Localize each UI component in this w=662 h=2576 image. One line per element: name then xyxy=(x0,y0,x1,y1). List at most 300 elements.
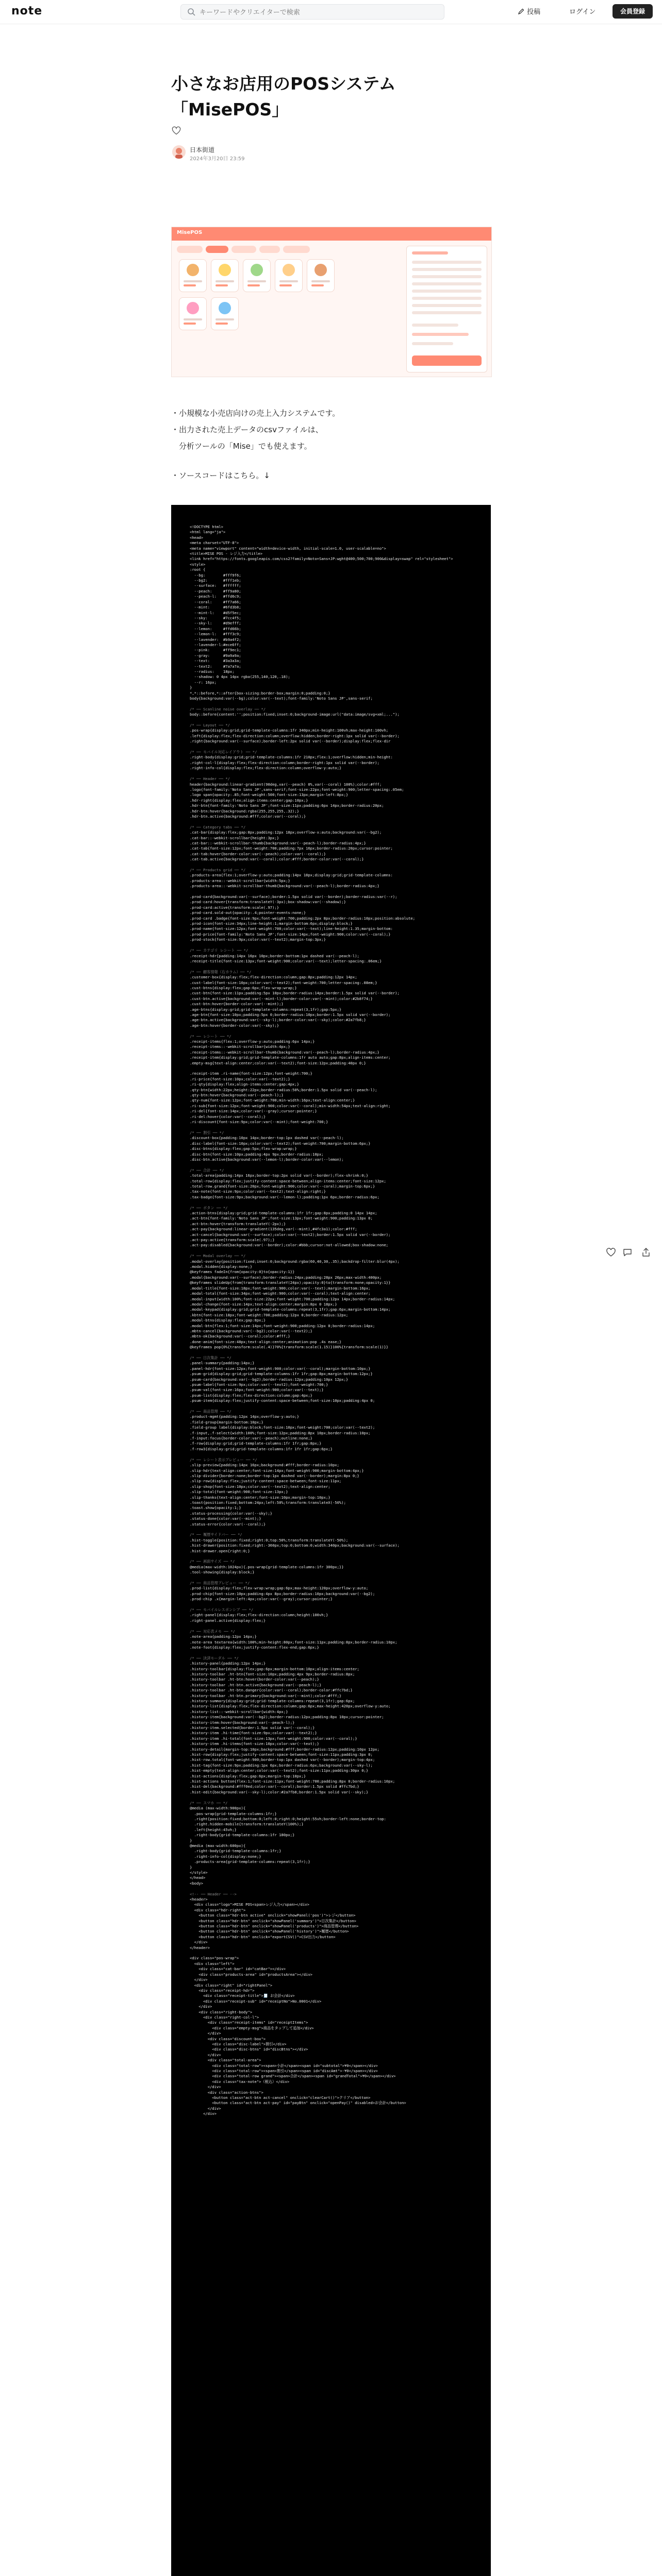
post-label: 投稿 xyxy=(527,8,541,16)
code-line: .right-panel.active{display:flex;} xyxy=(190,1618,266,1623)
code-line: <button class="hdr-btn" onclick="exportCSV()">CSV出力</button> xyxy=(198,1934,336,1939)
search-icon xyxy=(187,8,195,16)
code-line: <button class="hdr-btn" onclick="showPanel('products')">商品管理</button> xyxy=(198,1924,359,1929)
code-line: <div class="logo">MISE POS<span>レジ入力</span></div> xyxy=(194,1902,309,1907)
code-line: <div class="receipt-hdr"> xyxy=(198,1988,255,1993)
code-line: .modal-keypad{display:grid;grid-template-columns:repeat(3,1fr);gap:6px;margin-bottom:14px; xyxy=(190,1307,391,1312)
code-line: .hist-toggle{position:fixed;right:0;top:50%;transform:translateY(-50%); xyxy=(190,1537,349,1543)
code-line: .f-input,.f-select{width:100%;font-size:12px;padding:8px 10px;border-radius:10px; xyxy=(190,1430,371,1435)
code-line: .right-panel{display:flex;flex-direction:column;height:100vh;} xyxy=(190,1613,328,1618)
code-line: /* ── レシート表示プレビュー ── */ xyxy=(190,1457,257,1462)
code-line: --lavender-l:#ece6ff; xyxy=(194,642,241,647)
code-line: .receipt-items::-webkit-scrollbar{width:4px;} xyxy=(190,1044,290,1049)
code-line: .toast.show{opacity:1;} xyxy=(190,1505,241,1511)
code-line: <div class="disc-label">割引</div> xyxy=(212,2041,287,2046)
code-line: .status-processing{color:var(--sky);} xyxy=(190,1511,273,1516)
code-line: .pos-wrap{grid-template-columns:1fr;} xyxy=(194,1811,277,1816)
code-line: .hist-row{display:flex;justify-content:space-between;font-size:11px;padding:3px 0; xyxy=(190,1752,373,1757)
code-line: .note-area textarea{width:100%;min-height:80px;font-size:11px;padding:8px;border-radius:10px; xyxy=(190,1639,398,1645)
code-line: <div class="receipt-items" id="receiptItems"> xyxy=(207,2020,308,2025)
code-line: <div class="total-row"><span>小計</span><span id="subtotal">¥0</span></div> xyxy=(212,2063,378,2068)
code-line: <button class="act-btn act-pay" id="payBtn" onclick="openPay()" disabled>お会計</button> xyxy=(212,2100,406,2106)
code-line: /* ── 対応表メモ ── */ xyxy=(190,1629,235,1634)
product-card xyxy=(275,259,303,292)
code-line: --pink: #ff9ec1; xyxy=(194,648,241,653)
code-line: .modal-total{font-size:34px;font-weight:900;color:var(--coral);text-align:center; xyxy=(190,1291,371,1296)
code-line: .hist-edit{background:var(--sky-l);color:#2a7fb8;border:1.5px solid var(--sky);} xyxy=(190,1789,369,1794)
code-line: .history-item .hi-time{font-size:9px;color:var(--text2);} xyxy=(190,1731,317,1736)
code-line: body::before{content:'';position:fixed;inset:0;background-image:url("data:image/svg+xml;..."); xyxy=(190,712,400,717)
code-line: .slip-preview{padding:14px 16px;background:#fff;border-radius:10px; xyxy=(190,1463,339,1468)
code-line: .psum-label{font-size:9px;color:var(--text2);font-weight:700;} xyxy=(190,1382,328,1387)
code-line: .cat-bar::-webkit-scrollbar{height:3px;} xyxy=(190,835,279,840)
code-line: /* ── Layout ── */ xyxy=(190,723,230,728)
code-line: .cust-btns{display:flex;gap:6px;flex-wrap:wrap;} xyxy=(190,985,297,990)
code-line: .total-row.grand{font-size:20px;font-weight:900;color:var(--coral);margin-top:6px;} xyxy=(190,1183,375,1189)
code-line: .slip-row{display:flex;justify-content:space-between;font-size:11px; xyxy=(190,1479,342,1484)
code-line: .prod-name{font-size:12px;font-weight:700;color:var(--text);line-height:1.35;margin-bottom: xyxy=(190,926,393,931)
code-line: .history-toolbar{display:flex;gap:6px;margin-bottom:10px;align-items:center; xyxy=(190,1666,359,1671)
code-line: .hist-empty{text-align:center;color:var(--text2);font-size:11px;padding:30px 0;} xyxy=(190,1768,369,1773)
code-line: .ri-del{font-size:14px;color:var(--gray);cursor:pointer;} xyxy=(190,1109,317,1114)
code-line: .cust-label{font-size:10px;color:var(--text2);font-weight:700;letter-spacing:.08em;} xyxy=(190,980,377,985)
product-card xyxy=(179,297,207,330)
code-line: .pos-wrap{display:grid;grid-template-columns:1fr 340px;min-height:100vh;max-height:100vh; xyxy=(190,728,389,733)
code-line: .note-area{padding:12px 14px;} xyxy=(190,1634,257,1639)
code-line: } xyxy=(190,1838,192,1843)
code-line: .history-summary{display:grid;grid-template-columns:repeat(3,1fr);gap:6px; xyxy=(190,1698,355,1703)
code-line: <!DOCTYPE html> xyxy=(190,524,223,529)
code-line: .prod-stock{font-size:9px;color:var(--text2);margin-top:3px;} xyxy=(190,937,326,942)
category-pill xyxy=(231,246,256,253)
code-line: .disc-btn.active{background:var(--lemon-l);border-color:var(--lemon); xyxy=(190,1157,344,1162)
code-line: --text2: #7a7a7a; xyxy=(194,664,241,669)
code-line: <html lang="ja"> xyxy=(190,530,226,535)
code-line: .receipt-items{flex:1;overflow-y:auto;padding:6px 14px;} xyxy=(190,1039,315,1044)
code-line: --lemon-l: #fff3c9; xyxy=(194,632,241,637)
code-line: .modal-title{font-size:18px;font-weight:900;color:var(--text);margin-bottom:16px; xyxy=(190,1285,371,1291)
avatar-illustration xyxy=(172,145,186,159)
code-line: /* ── 決済モーダル ── */ xyxy=(190,1655,239,1660)
code-line: .act-pay:disabled{background:var(--border);color:#bbb;cursor:not-allowed;box-shadow:none; xyxy=(190,1243,389,1248)
code-line: <!-- ── Header ── --> xyxy=(190,1891,237,1896)
code-line: .slip-divider{border:none;border-top:1px dashed var(--border);margin:8px 0;} xyxy=(190,1473,359,1478)
code-line: .cat-tab{font-size:12px;font-weight:700;padding:7px 16px;border-radius:20px;cursor:pointer; xyxy=(190,846,393,851)
code-line: .ri-qty{display:flex;align-items:center;gap:4px;} xyxy=(190,1082,300,1087)
code-line: .act-pay:active{transform:scale(.97);} xyxy=(190,1238,275,1243)
post-date: 2024年3月20日 23:59 xyxy=(190,156,245,162)
code-line: --lavender: #b9a4f2; xyxy=(194,637,241,642)
code-line: .qty-btn{width:22px;height:22px;border-radius:50%;border:1.5px solid var(--peach-l); xyxy=(190,1087,377,1092)
code-line: .history-toolbar .ht-btn.primary{background:var(--mint);color:#fff;} xyxy=(190,1693,342,1698)
code-line: .modal{background:var(--surface);border-radius:24px;padding:28px 26px;max-width:400px; xyxy=(190,1275,382,1280)
code-line: <title>MISE POS - レジ入力</title> xyxy=(190,551,263,556)
code-line: .logo{font-family:'Noto Sans JP',sans-serif;font-size:22px;font-weight:900;letter-spacing:.05em; xyxy=(190,787,404,792)
code-line: /* ── ボタン ── */ xyxy=(190,1205,228,1210)
code-line: --radius: 18px; xyxy=(194,669,235,674)
code-line: <div class="cat-bar" id="catBar"></div> xyxy=(198,1967,286,1972)
code-line: .panel-hdr{font-size:12px;font-weight:900;color:var(--coral);margin-bottom:10px;} xyxy=(190,1366,371,1371)
code-line: </div> xyxy=(194,1940,208,1945)
code-line: <head> xyxy=(190,535,203,540)
code-line: /* ── Modal overlay ── */ xyxy=(190,1253,246,1259)
source-code-block[interactable] xyxy=(171,505,491,2576)
code-line: .disc-btns{display:flex;gap:5px;flex-wrap:wrap;} xyxy=(190,1146,297,1151)
code-line: .prod-icon{font-size:34px;line-height:1;margin-bottom:6px;display:block;} xyxy=(190,921,353,926)
code-line: .disc-btn{font-size:10px;padding:4px 9px;border-radius:10px; xyxy=(190,1151,324,1157)
code-line: </div> xyxy=(194,1977,208,1982)
code-line: .tool-showing{display:block;} xyxy=(190,1570,255,1575)
search-input[interactable] xyxy=(198,5,438,20)
code-line: /* ── 合計 ── */ xyxy=(190,1167,224,1173)
code-line: <body> xyxy=(190,1880,203,1886)
receipt-panel-preview xyxy=(406,246,487,372)
code-line: .prod-card:hover{transform:translateY(-3px);box-shadow:var(--shadow);} xyxy=(190,900,346,905)
code-line: .hist-drawer{position:fixed;right:-360px;top:0;bottom:0;width:340px;background:var(--surface); xyxy=(190,1543,400,1548)
post-button[interactable] xyxy=(518,6,540,16)
code-line: .prod-chip .x{margin-left:4px;color:var(--gray);cursor:pointer;} xyxy=(190,1597,333,1602)
code-line: <meta name="viewport" content="width=device-width, initial-scale=1.0, user-scalable=no"> xyxy=(190,546,386,551)
code-line: .age-btn{font-size:10px;padding:5px 0;border-radius:10px;border:1.5px solid var(--border); xyxy=(190,1012,391,1017)
article-title-line1: 小さなお店用のPOSシステム xyxy=(171,74,396,94)
code-line: .empty-msg{text-align:center;color:var(--text2);font-size:12px;padding:40px 0;} xyxy=(190,1060,366,1065)
code-line: .panel-summary{padding:14px;} xyxy=(190,1361,255,1366)
code-line: --r: 16px; xyxy=(194,680,217,685)
code-line: .slip-hdr{text-align:center;font-size:14px;font-weight:900;margin-bottom:4px;} xyxy=(190,1468,364,1473)
category-pill xyxy=(259,246,280,253)
pay-button-preview xyxy=(412,355,482,366)
code-line: .age-btn:hover{border-color:var(--sky);} xyxy=(190,1023,279,1028)
code-line: .hist-row.total{font-weight:900;border-top:1px dashed var(--border);margin-top:4px; xyxy=(190,1757,375,1762)
code-line: .right-col-l{display:flex;flex-direction:column;border-right:1px solid var(--border); xyxy=(190,760,379,765)
code-line: <div class="right-col-l"> xyxy=(203,2014,259,2020)
code-line: .psum-card{background:var(--bg2);border-radius:12px;padding:10px 12px;} xyxy=(190,1377,349,1382)
code-line: .age-btn.active{background:var(--sky-l);border-color:var(--sky);color:#2a7fb8;} xyxy=(190,1018,366,1023)
code-line: .modal-overlay{position:fixed;inset:0;background:rgba(60,40,30,.35);backdrop-filter:blur(4px); xyxy=(190,1259,400,1264)
code-line: --gray: #9a9a9a; xyxy=(194,653,241,658)
product-card xyxy=(179,259,207,292)
code-line: /* ── カテゴリ レシート ── */ xyxy=(190,948,249,953)
code-line: --coral: #ff7a66; xyxy=(194,599,241,604)
category-pill xyxy=(283,246,310,253)
code-line: .history-toolbar .ht-btn.active{background:var(--peach-l);} xyxy=(190,1682,322,1687)
code-line: .modal-btns{display:flex;gap:8px;} xyxy=(190,1318,266,1323)
code-line: /* ── レシート ── */ xyxy=(190,1033,231,1039)
product-card xyxy=(243,259,271,292)
code-line: .history-item:hover{background:var(--peach-l);} xyxy=(190,1720,295,1725)
article-body xyxy=(171,405,491,454)
code-line: </div> xyxy=(207,2031,221,2036)
code-line: .f-row3{display:grid;grid-template-columns:1fr 1fr 1fr;gap:6px;} xyxy=(190,1446,333,1451)
code-line: </style> xyxy=(190,1870,208,1875)
code-line: <div class="discount-box"> xyxy=(207,2036,266,2041)
code-line: <style> xyxy=(190,562,206,567)
category-pill xyxy=(177,246,203,253)
code-line: <div class="products-area" id="productsArea"></div> xyxy=(198,1972,312,1977)
code-line: .status-done{color:var(--mint);} xyxy=(190,1516,261,1521)
code-line: @keyframes pop{0%{transform:scale(.4)}70%{transform:scale(1.15)}100%{transform:scale(1)}} xyxy=(190,1345,389,1350)
code-line: .mbtn-ok{background:var(--coral);color:#fff;} xyxy=(190,1334,290,1339)
code-line: .hist-drawer.open{right:0;} xyxy=(190,1548,250,1553)
code-line: .history-item .hi-total{font-size:13px;font-weight:900;color:var(--coral);} xyxy=(190,1736,357,1741)
code-line: } xyxy=(190,685,192,690)
product-card xyxy=(307,259,335,292)
code-line: .receipt-hdr{padding:14px 16px 10px;border-bottom:1px dashed var(--peach-l); xyxy=(190,953,359,958)
code-line: .history-toolbar .ht-btn:hover{border-color:var(--peach);} xyxy=(190,1677,319,1682)
code-line: @media (max-width:600px){ xyxy=(190,1843,246,1848)
code-line: .receipt-items::-webkit-scrollbar-thumb{background:var(--peach-l);border-radius:4px;} xyxy=(190,1049,379,1055)
code-line: .history-item.selected{border:1.5px solid var(--coral);} xyxy=(190,1725,315,1730)
code-line: .mbtn-cancel{background:var(--bg2);color:var(--text2);} xyxy=(190,1328,312,1333)
pen-icon xyxy=(518,8,525,15)
code-line: .hist-actions button{flex:1;font-size:11px;font-weight:700;padding:8px 0;border-radius:10px; xyxy=(190,1779,395,1784)
code-line: .disc-label{font-size:10px;color:var(--text2);font-weight:700;margin-bottom:6px;} xyxy=(190,1141,371,1146)
code-line: </head> xyxy=(190,1875,206,1880)
code-line: .act-cancel{background:var(--surface);color:var(--text2);border:1.5px solid var(--border); xyxy=(190,1232,391,1237)
code-line: .products-area{flex:1;overflow-y:auto;padding:14px 18px;display:grid;grid-template-columns: xyxy=(190,873,393,878)
code-line: /* ── 割引 ── */ xyxy=(190,1130,224,1135)
code-line: .right-body{grid-template-columns:1fr;} xyxy=(194,1849,282,1854)
article-title xyxy=(171,71,491,123)
code-line: .right{background:var(--surface);border-left:2px solid var(--border);display:flex;flex-dir xyxy=(190,739,391,744)
code-line: .products-area{grid-template-columns:repeat(3,1fr);} xyxy=(194,1859,310,1865)
code-line: .psum-item{display:flex;justify-content:space-between;font-size:10px;padding:4px 0; xyxy=(190,1398,375,1403)
heart-icon[interactable] xyxy=(171,126,181,136)
code-line: --lemon: #ffd66b; xyxy=(194,626,241,631)
code-line: .hist-actions{display:flex;gap:6px;margin-top:10px;} xyxy=(190,1773,306,1778)
code-line: <button class="hdr-btn active" onclick="showPanel('pos')">レジ</button> xyxy=(198,1913,356,1918)
code-line: .f-row{display:grid;grid-template-columns:1fr 1fr;gap:8px;} xyxy=(190,1441,322,1446)
code-line: --bg: #fff9f6; xyxy=(194,572,241,578)
code-line: .hist-del{background:#fff0ed;color:var(--coral);border:1.5px solid #ffc7bd;} xyxy=(190,1784,359,1789)
code-line: /* ── 画面サイズ ── */ xyxy=(190,1559,235,1564)
code-line: /* ── 履歴サイドバー ── */ xyxy=(190,1532,242,1537)
code-line: .receipt-item .ri-name{font-size:12px;font-weight:700;} xyxy=(190,1071,312,1076)
code-line: .modal-btn{flex:1;font-size:14px;font-weight:900;padding:12px 0;border-radius:14px; xyxy=(190,1323,375,1328)
code-line: .cat-bar::-webkit-scrollbar-thumb{background:var(--peach-l);border-radius:4px;} xyxy=(190,840,366,845)
code-line: --bg2: #fff1eb; xyxy=(194,578,241,583)
code-line: /* ── モバイル対応レイアウト ── */ xyxy=(190,750,257,755)
code-line: --mint: #6fd3b8; xyxy=(194,605,241,610)
code-line: .prod-card.sold-out{opacity:.4;pointer-events:none;} xyxy=(190,910,306,916)
login-link[interactable]: ログイン xyxy=(569,8,596,16)
bullet-line: 分析ツールの「Mise」でも使えます。 xyxy=(171,442,312,451)
site-header xyxy=(0,0,662,24)
category-pill xyxy=(206,246,228,253)
bullet-line: ・小規模な小売店向けの売上入力システムです。 xyxy=(171,409,340,418)
code-line: </div> xyxy=(207,2084,221,2090)
comment-icon[interactable] xyxy=(622,1247,633,1258)
code-line: .prod-list{display:flex;flex-wrap:wrap;gap:6px;max-height:120px;overflow-y:auto; xyxy=(190,1586,369,1591)
code-line: .logo span{opacity:.85;font-weight:500;font-size:13px;margin-left:8px;} xyxy=(190,792,349,798)
code-line: --peach-l: #ffd6c9; xyxy=(194,594,241,599)
code-line: .hist-tag{font-size:9px;padding:1px 6px;border-radius:6px;background:var(--sky-l); xyxy=(190,1762,373,1768)
code-line: .right.hidden-mobile{transform:translateY(100%);} xyxy=(194,1822,304,1827)
code-line: .left{display:flex;flex-direction:column;overflow:hidden;border-right:1px solid var(--border); xyxy=(190,733,400,738)
code-line: .right{position:fixed;bottom:0;left:0;right:0;height:55vh;border-left:none;border-top: xyxy=(194,1816,386,1821)
code-line: .cust-btn:hover{border-color:var(--mint);} xyxy=(190,1002,284,1007)
code-line: } xyxy=(190,1865,192,1870)
code-line: .age-btns{display:grid;grid-template-columns:repeat(3,1fr);gap:5px;} xyxy=(190,1007,342,1012)
code-line: .modal-input{width:100%;font-size:22px;font-weight:700;padding:12px 14px;border-radius:14px; xyxy=(190,1296,395,1301)
code-line: .slip-shop{font-size:10px;color:var(--text2);text-align:center; xyxy=(190,1484,330,1489)
code-line: .prod-card:active{transform:scale(.97);} xyxy=(190,905,279,910)
code-line: <div class="tax-note">（税込）</div> xyxy=(212,2079,290,2084)
code-line: .product-mgmt{padding:12px 14px;overflow-y:auto;} xyxy=(190,1414,300,1419)
code-line: .f-input:focus{border-color:var(--peach);outline:none;} xyxy=(190,1436,312,1441)
code-line: /* ── モバイルレスポンシブ ── */ xyxy=(190,1607,254,1613)
code-line: .products-area::-webkit-scrollbar{width:5px;} xyxy=(190,878,290,883)
code-line: .action-btns{display:grid;grid-template-columns:1fr 1fr;gap:8px;padding:0 14px 14px; xyxy=(190,1211,377,1215)
code-line: .cat-bar{display:flex;gap:8px;padding:12px 18px;overflow-x:auto;background:var(--bg2); xyxy=(190,830,382,835)
code-line: <div class="total-area"> xyxy=(207,2058,261,2063)
code-line: --text: #3a3a3a; xyxy=(194,658,241,664)
code-line: <meta charset="UTF-8"> xyxy=(190,540,239,546)
code-line: --surface: #ffffff; xyxy=(194,583,241,588)
author-name[interactable]: 日本街道 xyxy=(190,146,215,154)
code-line: </div> xyxy=(198,2004,212,2009)
signup-button[interactable]: 会員登録 xyxy=(613,4,653,19)
code-line: .act-pay{background:linear-gradient(135deg,var(--mint),#4fc3a1);color:#fff; xyxy=(190,1227,357,1232)
code-line: .psum-grid{display:grid;grid-template-columns:1fr 1fr;gap:8px;margin-bottom:12px;} xyxy=(190,1371,373,1377)
code-line: .psum-list{display:flex;flex-direction:column;gap:4px;} xyxy=(190,1393,312,1398)
like-icon[interactable] xyxy=(605,1247,617,1258)
code-line: --peach: #ff9a80; xyxy=(194,588,241,594)
code-line: .hdr-btn:hover{background:rgba(255,255,255,.32);} xyxy=(190,808,300,814)
code-line: /* ── 商品管理 ── */ xyxy=(190,1409,231,1414)
code-line: <button class="hdr-btn" onclick="showPanel('history')">履歴</button> xyxy=(198,1929,349,1934)
bullet-line: ・出力された売上データのcsvファイルは、 xyxy=(171,425,323,434)
code-line: .act-btn:hover{transform:translateY(-2px);} xyxy=(190,1221,286,1226)
code-line: <div class="right-body"> xyxy=(198,2009,253,2014)
code-line: /* ── Scanline noise overlay ── */ xyxy=(190,706,266,711)
code-line: .cat-tab.active{background:var(--coral);color:#fff;border-color:var(--coral);} xyxy=(190,857,364,862)
code-line: <div class="disc-btns" id="discBtns"></div> xyxy=(212,2047,308,2052)
code-line: <div class="total-row"><span>割引</span><span id="discAmt">-¥0</span></div> xyxy=(212,2069,378,2073)
code-line: .total-area{padding:14px 16px;border-top:2px solid var(--border);flex-shrink:0;} xyxy=(190,1173,369,1178)
code-line: .note-foot{display:flex;justify-content:flex-end;gap:6px;} xyxy=(190,1645,319,1650)
code-line: /* ── 日次集計 ── */ xyxy=(190,1355,231,1360)
code-line: .modal.hidden{display:none;} xyxy=(190,1264,253,1269)
code-line: <div class="total-row grand"><span>合計</span><span id="grandTotal">¥0</span></div> xyxy=(212,2074,396,2079)
code-line: .history-list::-webkit-scrollbar{width:4px;} xyxy=(190,1709,288,1714)
code-line: .cat-tab:hover{border-color:var(--peach);color:var(--coral);} xyxy=(190,851,326,856)
code-line: @media (max-width:900px){ xyxy=(190,1806,246,1811)
code-line: .psum-val{font-size:16px;font-weight:900;color:var(--text);} xyxy=(190,1387,324,1393)
search-box[interactable] xyxy=(180,4,444,20)
code-line: --sky: #7cc4f5; xyxy=(194,615,241,620)
code-line: :root { xyxy=(190,567,206,572)
code-line: .history-detail{margin-top:10px;background:#fff;border-radius:12px;padding:10px 12px; xyxy=(190,1747,379,1752)
code-line: .ri-price{font-size:10px;color:var(--text2);} xyxy=(190,1076,290,1081)
code-line: .history-item{background:var(--bg2);border-radius:12px;padding:8px 10px;cursor:pointer; xyxy=(190,1715,384,1720)
code-line: .history-toolbar .ht-btn{font-size:10px;padding:4px 9px;border-radius:8px; xyxy=(190,1671,355,1676)
code-line: .receipt-item{display:grid;grid-template-columns:1fr auto auto;gap:8px;align-items:center; xyxy=(190,1055,391,1060)
code-line: .qty-btn:hover{background:var(--peach-l);} xyxy=(190,1093,284,1098)
code-line: .qty-num{font-size:12px;font-weight:700;min-width:16px;text-align:center;} xyxy=(190,1098,355,1103)
code-line: <link href="https://fonts.googleapis.com/css2?family=Noto+Sans+JP:wght@400;500;700;900&display=swap" rel="stylesheet"> xyxy=(190,556,453,562)
code-line: .prod-card .badge{font-size:9px;font-weight:700;padding:2px 8px;border-radius:10px;position:absolute; xyxy=(190,916,416,921)
code-line: .prod-chip{font-size:10px;padding:4px 8px;border-radius:10px;background:var(--bg2); xyxy=(190,1591,375,1596)
code-line: .products-area::-webkit-scrollbar-thumb{background:var(--peach-l);border-radius:4px;} xyxy=(190,884,379,889)
code-line: <div class="left"> xyxy=(194,1961,235,1966)
code-line: .field-group label{display:block;font-size:10px;font-weight:700;color:var(--text2); xyxy=(190,1425,375,1430)
code-line: <div class="right" id="rightPanel"> xyxy=(194,1982,273,1988)
code-line: <div class="action-btns"> xyxy=(207,2090,263,2095)
code-line: /* ── 顧客情報（右カラム）── */ xyxy=(190,969,252,974)
code-line: --shadow: 0 4px 14px rgba(255,140,120,.18); xyxy=(194,674,290,680)
code-line: .status-error{color:var(--coral);} xyxy=(190,1521,266,1527)
code-line: /* ── スマホ ── */ xyxy=(190,1800,228,1805)
code-line: .total-row{display:flex;justify-content:space-between;align-items:center;font-size:12px; xyxy=(190,1178,386,1183)
app-name: MisePOS xyxy=(177,230,203,235)
code-line: --sky-l: #d9efff; xyxy=(194,621,241,626)
code-line: .receipt-title{font-size:13px;font-weight:900;color:var(--text);letter-spacing:.06em;} xyxy=(190,958,382,963)
site-logo[interactable]: note xyxy=(11,5,43,18)
code-line: <div class="empty-msg">商品をタップして追加</div> xyxy=(212,2025,314,2030)
code-line: .history-toolbar .ht-btn.danger{color:var(--coral);border-color:#ffc7bd;} xyxy=(190,1688,353,1693)
code-line: </div> xyxy=(207,2106,221,2111)
author-avatar[interactable] xyxy=(172,145,186,159)
code-line: @media(max-width:1024px){.pos-wrap{grid-template-columns:1fr 300px;}} xyxy=(190,1564,344,1569)
code-line: .field-group{margin-bottom:10px;} xyxy=(190,1419,263,1425)
code-line: /* ── Products grid ── */ xyxy=(190,868,246,872)
code-line: .act-btn{font-family:'Noto Sans JP';font-size:13px;font-weight:900;padding:13px 0; xyxy=(190,1216,373,1221)
code-line: .left{height:45vh;} xyxy=(194,1827,237,1832)
code-line: .hdr-right{display:flex;align-items:center;gap:10px;} xyxy=(190,798,308,803)
app-screenshot-image xyxy=(171,227,492,377)
code-line: .tax-badge{font-size:9px;background:var(--lemon-l);padding:1px 6px;border-radius:6px; xyxy=(190,1194,379,1199)
code-line: .right-info-col{display:flex;flex-direction:column;overflow-y:auto;} xyxy=(190,766,342,771)
code-line: .ri-del:hover{color:var(--coral);} xyxy=(190,1114,266,1119)
share-icon[interactable] xyxy=(640,1247,652,1258)
source-code-intro: ・ソースコードはこちら。↓ xyxy=(171,471,270,480)
code-line: .right-body{grid-template-columns:1fr 180px;} xyxy=(194,1833,295,1838)
code-line: *,*::before,*::after{box-sizing:border-box;margin:0;padding:0;} xyxy=(190,690,330,696)
code-line: <div class="receipt-sub" id="receiptNo">No.0001</div> xyxy=(203,1998,322,2004)
source-code-text xyxy=(171,505,491,2117)
code-line: .history-item .hi-items{font-size:10px;color:var(--text);} xyxy=(190,1741,319,1747)
code-line: header{background:linear-gradient(90deg,var(--peach) 0%,var(--coral) 100%);color:#fff; xyxy=(190,782,382,787)
code-line: @keyframes fadeIn{from{opacity:0}to{opacity:1}} xyxy=(190,1269,295,1275)
code-line: .cust-btn.active{background:var(--mint-l);border-color:var(--mint);color:#2b8f74;} xyxy=(190,996,373,1001)
code-line: .customer-box{display:flex;flex-direction:column;gap:8px;padding:12px 14px; xyxy=(190,975,357,980)
code-line: .ri-sub{font-size:12px;font-weight:900;color:var(--coral);min-width:54px;text-align:right; xyxy=(190,1103,391,1108)
code-line: <div class="pos-wrap"> xyxy=(190,1956,239,1961)
code-line: /* ── Header ── */ xyxy=(190,776,230,782)
code-line: <div class="hdr-right"> xyxy=(194,1907,246,1912)
code-line: <button class="hdr-btn" onclick="showPanel('summary')">日次集計</button> xyxy=(198,1918,357,1923)
code-line: .slip-total{font-weight:900;font-size:13px;} xyxy=(190,1489,288,1495)
product-card xyxy=(211,259,239,292)
code-line: .tax-note{font-size:9px;color:var(--text2);text-align:right;} xyxy=(190,1189,326,1194)
code-line: <button class="act-btn act-cancel" onclick="clearCart()">クリア</button> xyxy=(212,2095,371,2100)
code-line: .right-info-col{display:none;} xyxy=(194,1854,261,1859)
code-line: .toast{position:fixed;bottom:24px;left:50%;transform:translateX(-50%); xyxy=(190,1500,346,1505)
code-line: </div> xyxy=(207,2052,221,2057)
code-line: .hdr-btn{font-family:'Noto Sans JP';font-size:11px;padding:6px 14px;border-radius:20px; xyxy=(190,803,384,808)
code-line: .modal-change{font-size:14px;text-align:center;margin:8px 0 18px;} xyxy=(190,1301,337,1307)
code-line: @keyframes slideUp{from{transform:translateY(24px);opacity:0}to{transform:none;opacity:1}} xyxy=(190,1280,391,1285)
article-title-line2: 「MisePOS」 xyxy=(171,99,289,120)
code-line: <div class="receipt-title">🧾 お会計</div> xyxy=(203,1993,295,1998)
code-line: .discount-box{padding:10px 14px;border-top:1px dashed var(--peach-l); xyxy=(190,1136,344,1141)
code-line: .cust-btn{font-size:11px;padding:5px 10px;border-radius:14px;border:1.5px solid var(--border); xyxy=(190,991,400,996)
app-header-bar xyxy=(172,227,491,241)
code-line: body{background:var(--bg);color:var(--text);font-family:'Noto Sans JP',sans-serif; xyxy=(190,696,373,701)
code-line: /* ── 商品管理プレビュー ── */ xyxy=(190,1581,250,1586)
code-line: .history-list{display:flex;flex-direction:column;gap:6px;max-height:420px;overflow-y:auto; xyxy=(190,1704,391,1709)
